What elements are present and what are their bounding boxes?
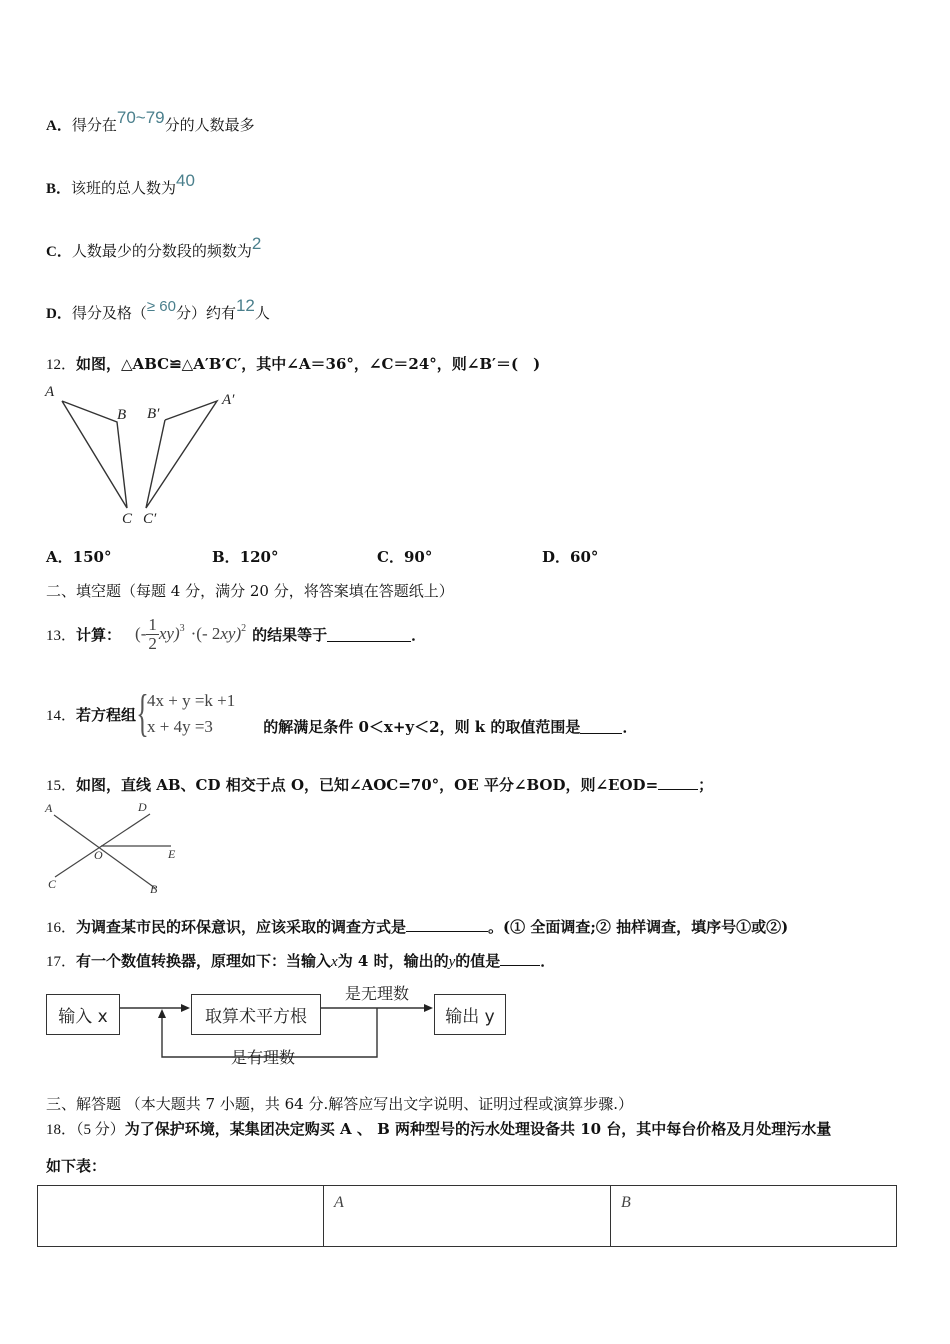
q17-stem (46, 950, 555, 971)
math-value: 12 (235, 296, 255, 315)
var-y: y (448, 954, 456, 970)
question-number: 18． (46, 1122, 77, 1138)
question-number: 13． (46, 627, 77, 644)
label-b: B (150, 882, 158, 896)
question-number: 14． (46, 707, 77, 724)
option-text: 该班的总人数为 (71, 179, 177, 197)
question-tail: 的结果等于 (252, 625, 328, 644)
option-text: 得分及格（ (71, 304, 147, 322)
label-b: B (117, 407, 127, 423)
section-2-title: 二、填空题（每题 4 分，满分 20 分，将答案填在答题纸上） (46, 582, 454, 600)
arrow-up-icon (158, 1009, 166, 1018)
q12-option-d (542, 546, 598, 567)
math-value: ≥ 60 (146, 298, 176, 315)
section-3-title: 三、解答题 （本大题共 7 小题，共 64 分.解答应写出文字说明、证明过程或演算步骤.） (46, 1095, 634, 1113)
option-letter: A． (46, 548, 73, 566)
label-a: A (45, 801, 53, 815)
question-text: 如图，△ABC≌△A′B′C′，其中∠A＝36°，∠C＝24°，则∠B′＝( ) (76, 355, 541, 373)
q11-option-c (46, 234, 262, 261)
label-d: D (138, 800, 147, 814)
q11-option-b (46, 171, 195, 198)
question-score: （5 分） (76, 1122, 125, 1138)
question-text: 为了保护环境，某集团决定购买 A 、 B 两种型号的污水处理设备共 10 台，其中每台价格及月处理污水量 (124, 1120, 832, 1138)
label-a-prime: A′ (222, 392, 235, 408)
expr-mid: xy) (158, 624, 180, 643)
q18-stem (46, 1118, 831, 1139)
flow-input-box: 输入 x (46, 994, 120, 1035)
q11-option-d (46, 296, 270, 323)
option-letter: C． (377, 548, 404, 566)
label-c-prime: C′ (143, 511, 157, 527)
q12-stem (46, 353, 540, 374)
equation-system (147, 688, 235, 740)
answer-blank[interactable] (327, 627, 411, 642)
question-label: 若方程组 (76, 705, 137, 724)
table-header-cell: A (324, 1186, 611, 1247)
fraction-numerator: 1 (148, 614, 157, 634)
brace-icon: { (136, 685, 149, 742)
equation-2: x + 4y =3 (147, 717, 213, 736)
question-number: 15． (46, 778, 77, 794)
q12-option-b (212, 546, 279, 567)
question-tail: 。(① 全面调查;② 抽样调查，填序号①或②) (488, 918, 789, 936)
label-a: A (45, 384, 55, 400)
table-row (38, 1186, 897, 1247)
question-end: ． (540, 952, 556, 970)
var-x: x (331, 954, 338, 970)
option-letter: D． (542, 548, 571, 566)
option-value: 120° (239, 548, 279, 566)
congruent-triangles-figure (40, 380, 260, 530)
exponent: 3 (179, 623, 185, 634)
option-letter: B． (46, 181, 72, 197)
question-label: 计算： (76, 625, 122, 644)
arrow-right-icon (424, 1004, 433, 1012)
flow-output-box: 输出 y (434, 994, 506, 1035)
question-end: ； (698, 776, 714, 794)
q18-stem-cont: 如下表： (46, 1157, 107, 1175)
question-end: ． (622, 717, 638, 736)
question-number: 12． (46, 357, 77, 373)
flow-process-box: 取算术平方根 (191, 994, 321, 1035)
expr-dot: ·(- 2 (190, 624, 221, 643)
question-text: 有一个数值转换器，原理如下：当输入 (76, 952, 332, 970)
math-value: 40 (176, 171, 195, 190)
expr-open: (- (135, 624, 147, 643)
label-b-prime: B′ (147, 406, 160, 422)
q12-option-c (377, 546, 432, 567)
option-letter: B． (212, 548, 240, 566)
flow-label-irrational: 是无理数 (345, 984, 410, 1003)
question-number: 17． (46, 954, 77, 970)
label-c: C (122, 511, 133, 527)
option-letter: C． (46, 244, 72, 260)
equation-1: 4x + y =k +1 (147, 691, 236, 710)
line-ab (54, 815, 155, 888)
label-e: E (168, 847, 176, 861)
q16-stem (46, 916, 788, 937)
exponent: 2 (241, 623, 247, 634)
option-value: 90° (403, 548, 433, 566)
option-value: 60° (570, 548, 599, 566)
table-header-cell: B (611, 1186, 897, 1247)
fraction-denominator: 2 (148, 633, 157, 653)
question-text: 如图，直线 AB、CD 相交于点 O，已知∠AOC=70°，OE 平分∠BOD，则∠EOD= (76, 776, 659, 794)
expr-end: xy) (220, 624, 242, 643)
option-text: 人 (254, 304, 270, 322)
answer-blank[interactable] (406, 917, 488, 932)
answer-blank[interactable] (580, 719, 622, 734)
question-text: 为 4 时，输出的 (337, 952, 449, 970)
math-value: 70~79 (116, 108, 165, 127)
q12-option-a (46, 546, 111, 567)
answer-blank[interactable] (500, 951, 540, 966)
q11-option-a (46, 108, 255, 135)
q15-stem (46, 774, 713, 795)
intersecting-lines-figure (40, 795, 200, 900)
option-text: 分的人数最多 (164, 116, 255, 134)
question-text: 为调查某市民的环保意识，应该采取的调查方式是 (76, 918, 407, 936)
label-o: O (94, 848, 103, 862)
question-tail: 的解满足条件 0＜x+y＜2，则 k 的取值范围是 (263, 717, 581, 736)
q14 (46, 684, 637, 744)
equipment-table (37, 1185, 897, 1247)
option-letter: D． (46, 306, 72, 322)
option-value: 150° (72, 548, 112, 566)
arrow-right-icon (181, 1004, 190, 1012)
answer-blank[interactable] (658, 775, 698, 790)
table-header-cell (38, 1186, 324, 1247)
option-text: 分）约有 (175, 304, 236, 322)
fraction (146, 616, 159, 653)
option-letter: A． (46, 118, 72, 134)
question-number: 16． (46, 920, 77, 936)
label-c: C (48, 877, 57, 891)
flow-label-rational: 是有理数 (231, 1048, 296, 1067)
question-text: 的值是 (455, 952, 501, 970)
option-text: 人数最少的分数段的频数为 (71, 242, 252, 260)
math-value: 2 (251, 234, 262, 253)
option-text: 得分在 (71, 116, 117, 134)
question-end: ． (411, 625, 427, 644)
q13 (46, 612, 426, 656)
